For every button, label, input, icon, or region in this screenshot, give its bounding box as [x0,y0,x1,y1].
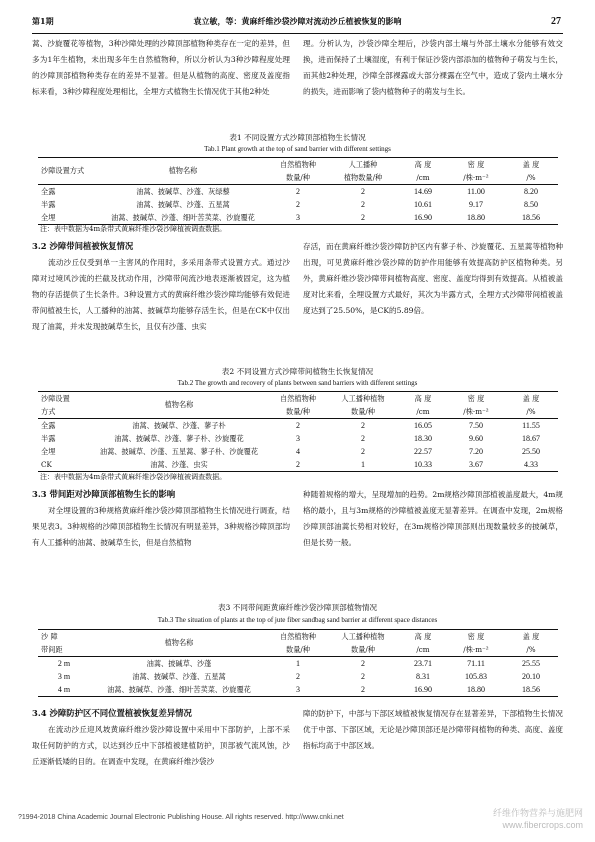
table1-caption-en: Tab.1 Plant growth at the top of sand barrier with different settings [204,145,391,153]
table-cell: 18.56 [504,211,558,225]
table3-col-height: 高 度 [398,630,448,644]
table-cell: 油蒿、披碱草、沙蓬、细叶苦荬菜、沙旋覆花 [98,211,268,225]
table-cell: 8.31 [416,672,430,681]
table-cell: 2 [268,185,328,199]
table-cell: 半露 [41,199,56,209]
section-3-2-title: 3.2 沙障带间植被恢复情况 [32,241,134,251]
table-cell: 16.90 [398,211,448,225]
table3-col-natural-unit: 数量/种 [286,644,310,654]
table3-caption-en: Tab.3 The situation of plants at the top of jute fiber sandbag sand barrier at different space distances [157,616,438,624]
table-cell: 3 [268,683,328,697]
table-row [38,211,558,225]
table-row [38,458,558,472]
table-cell: 2 [328,657,398,671]
table-cell: 2 [268,419,328,433]
table-cell: 16.90 [398,683,448,697]
table-cell: 8.50 [524,200,538,209]
table-cell: 全露 [38,419,90,433]
table2-col-method-2: 方式 [41,406,56,416]
table2-col-height-unit: /cm [416,407,430,416]
table3-col-sown: 人工播种植物 [328,630,398,644]
table-row [38,670,558,683]
table2-header-row [38,392,558,406]
table-cell: 2 [328,683,398,697]
table-cell: 9.60 [469,434,483,443]
table-cell: 20.10 [522,672,540,681]
table-cell: 1 [268,657,328,671]
table-row [38,198,558,211]
table1-col-sown-unit: 植物数量/种 [343,172,383,182]
table-row [38,185,558,199]
table-cell: 油蒿、披碱草、沙蓬、蓼子朴 [90,419,268,433]
table-cell: 18.30 [414,434,432,443]
table-cell: 2 [361,434,365,443]
table2-col-natural: 自然植物种 [268,392,328,406]
table-cell: 105.83 [465,672,487,681]
table2-col-cover: 盖 度 [504,392,558,406]
table2-note: 注：表中数据为4m条带式黄麻纤维沙袋沙障植被调查数据。 [40,473,227,481]
table1-note: 注：表中数据为4m条带式黄麻纤维沙袋沙障植被调查数据。 [40,225,227,233]
table3-header-row [38,630,558,644]
section-3-3-title: 3.3 带间距对沙障顶部植物生长的影响 [32,489,176,499]
table1-col-height: 高 度 [398,158,448,172]
table2-col-density: 密 度 [448,392,504,406]
table-cell: 2 m [38,657,90,671]
table-cell: 4 [296,447,300,456]
table3-col-cover: 盖 度 [504,630,558,644]
table3-col-spacing: 沙 障 [38,630,90,644]
table2-col-plants: 植物名称 [90,392,268,419]
table1-col-cover-unit: /% [526,173,536,182]
table1-col-density-unit: /株·m⁻² [463,172,489,182]
table1-col-sown: 人工播种 [328,158,398,172]
table1-col-height-unit: /cm [416,173,430,182]
table-row [38,657,558,671]
table-cell: 10.61 [414,200,432,209]
table1-col-natural: 自然植物种 [268,158,328,172]
table-cell: 2 [296,200,300,209]
table-cell: 10.33 [398,458,448,472]
table2-col-sown: 人工播种植物 [328,392,398,406]
table-cell: 4.33 [504,458,558,472]
table-cell: 半露 [41,433,56,443]
table-cell: 油蒿、披碱草、沙蓬、蓼子朴、沙旋覆花 [114,433,244,443]
table1-col-natural-unit: 数量/种 [286,172,310,182]
table-cell: 2 [361,447,365,456]
table3-col-spacing-2: 带间距 [41,644,63,654]
table-cell: 1 [328,458,398,472]
table-cell: 18.56 [504,683,558,697]
table-row [38,419,558,433]
issue-number: 第1期 [32,16,54,26]
table-cell: 油蒿、披碱草、沙蓬、灰绿藜 [98,185,268,199]
table-cell: 2 [328,211,398,225]
table-row [38,445,558,458]
table-cell: 2 [361,200,365,209]
table3-col-plants: 植物名称 [90,630,268,657]
table3-caption-cn: 表3 不同带间距黄麻纤维沙袋沙障顶部植物情况 [217,603,378,612]
table1-col-method: 沙障设置方式 [38,158,98,185]
table-cell: 22.57 [414,447,432,456]
table2-caption-cn: 表2 不同设置方式沙障带间植物生长恢复情况 [221,367,374,376]
table2-col-density-unit: /株·m⁻² [463,406,489,416]
table-cell: 11.55 [504,419,558,433]
table2-col-sown-unit: 数量/种 [351,406,375,416]
table-row [38,432,558,445]
table2 [38,391,558,472]
section-3-4-title: 3.4 沙障防护区不同位置植被恢复差异情况 [32,708,192,718]
table-cell: 14.69 [398,185,448,199]
table-cell: 全埋 [38,211,98,225]
table-cell: 4 m [38,683,90,697]
section-3-2-right: 存活，而在黄麻纤维沙袋沙障防护区内有蓼子朴、沙旋覆花、五星蒿等植物种出现，可见黄麻纤维沙袋沙障的防护作用能够有效提高防护区植物种类。另外，黄麻纤维沙袋沙障带间植物高度、密度、盖度均得到有效提高。从植被盖度对比来看，全埋设置方式最好，其次为半露方式，全埋方式沙障带间植被盖度达到了25.50%，是CK的5.89倍。 [303,242,563,315]
table-cell: 3 [268,211,328,225]
copyright-footer: ?1994-2018 China Academic Journal Electronic Publishing House. All rights reserved. http://www.cnki.net [18,814,344,821]
section-3-4-left: 在流动沙丘迎风坡黄麻纤维沙袋沙障设置中采用中下部防护，上部不采取任何防护的方式，以达到沙丘中下部植被建植防护，顶部被气流风蚀，沙丘逐渐低矮的目的。在调查中发现，在黄麻纤维沙袋沙 [32,725,290,766]
table-cell: 3 [296,434,300,443]
table3-col-density: 密 度 [448,630,504,644]
table-cell: 2 [268,458,328,472]
table-cell: 油蒿、披碱草、沙蓬、五星蒿、蓼子朴、沙旋覆花 [99,446,259,456]
table-cell: 油蒿、披碱草、沙蓬、五星蒿 [132,671,226,681]
table3-col-height-unit: /cm [416,645,430,654]
table-cell: 16.05 [398,419,448,433]
header-rule [32,33,563,34]
table1-col-density: 密 度 [448,158,504,172]
table-row [38,683,558,697]
table-cell: 18.67 [522,434,540,443]
watermark-url: www.fibercrops.com [502,820,583,830]
table2-col-method: 沙障设置 [38,392,90,406]
table2-col-cover-unit: /% [526,407,536,416]
table-cell: 25.55 [504,657,558,671]
section-3-4-right: 障的防护下，中部与下部区域植被恢复情况存在显著差异，下部植物生长情况优于中部、下部区域，无论是沙障顶部还是沙障带间植物的种类、高度、盖度指标均高于中部区域。 [303,709,563,750]
table-cell: 2 [328,419,398,433]
table-cell: 25.50 [522,447,540,456]
table-cell: 3.67 [448,458,504,472]
table3-col-cover-unit: /% [526,645,536,654]
page-number: 27 [551,16,561,27]
table-cell: 18.80 [448,211,504,225]
table-cell: 油蒿、披碱草、沙蓬、五星蒿 [136,199,230,209]
table-cell: 7.20 [469,447,483,456]
table-cell: 全埋 [41,446,56,456]
table-cell: 9.17 [469,200,483,209]
table-cell: CK [38,458,90,472]
table3-col-natural: 自然植物种 [268,630,328,644]
table3-col-density-unit: /株·m⁻² [463,644,489,654]
table-cell: 11.00 [448,185,504,199]
table1 [38,157,558,225]
table-cell: 全露 [38,185,98,199]
table-cell: 8.20 [504,185,558,199]
table3 [38,629,558,697]
table-cell: 18.80 [448,683,504,697]
table-cell: 2 [328,185,398,199]
table-cell: 2 [361,672,365,681]
running-title: 袁立敏，等：黄麻纤维沙袋沙障对流动沙丘植被恢复的影响 [193,16,402,26]
body-paragraph-top-right: 理。分析认为，沙袋沙障全埋后，沙袋内部土壤与外部土壤水分能够有效交换，进而保持了土壤湿度，有利于保证沙袋内部添加的植物种子萌发与生长，而其他2种处理，沙障全部裸露或大部分裸露在空气中，造成了袋内土壤水分的损失，进而影响了袋内植物种子的萌发与生长。 [303,39,563,96]
table1-col-plants: 植物名称 [98,158,268,185]
table-cell: 71.11 [448,657,504,671]
watermark-cn: 纤维作物营养与施肥网 [492,808,583,818]
table3-col-sown-unit: 数量/种 [351,644,375,654]
table2-col-natural-unit: 数量/种 [286,406,310,416]
table-cell: 油蒿、沙蓬、虫实 [90,458,268,472]
table-cell: 油蒿、披碱草、沙蓬 [90,657,268,671]
section-3-3-left: 对全埋设置的3种规格黄麻纤维沙袋沙障顶部植物生长情况进行调查，结果见表3。3种规格的沙障顶部植物生长情况有明显差异，3种规格沙障顶部均有人工播种的油蒿、披碱草生长，但是自然植物 [32,506,290,547]
table2-caption-en: Tab.2 The growth and recovery of plants between sand barriers with different settings [177,379,418,387]
table1-col-cover: 盖 度 [504,158,558,172]
body-paragraph-top-left: 蒿、沙旋覆花等植物，3种沙障处理的沙障顶部植物种类存在一定的差异，但多为1年生植物，未出现多年生自然植物种，所以分析认为3种沙障程度处理的沙障顶部植物种类存在的差异不显著。但是从植物的高度、密度及盖度指标来看，3种沙障程度处理相比，全埋方式植物生长情况优于其他2种处 [32,39,290,96]
table-cell: 油蒿、披碱草、沙蓬、细叶苦荬菜、沙旋覆花 [90,683,268,697]
table1-header-row [38,158,558,172]
table2-col-height: 高 度 [398,392,448,406]
table-cell: 7.50 [448,419,504,433]
section-3-2-left: 流动沙丘仅受到单一主害风的作用时，多采用条带式设置方式。通过沙障对过境风沙流的拦截及扰动作用，沙障带间流沙地表逐渐被固定，这为植物的存活提供了生长条件。3种设置方式的黄麻纤维沙袋沙障均能够有效促进带间植被生长，人工播种的油蒿、披碱草均能够存活生长，但是在CK中仅出现了油蒿，并未发现披碱草生长，且仅有沙蓬、虫实 [32,258,290,331]
table1-caption-cn: 表1 不同设置方式沙障顶部植物生长情况 [229,133,366,142]
table-cell: 2 [296,672,300,681]
table-cell: 3 m [57,672,71,681]
section-3-3-right: 种随着规格的增大，呈现增加的趋势。2m规格沙障顶部植被盖度最大，4m规格的最小，且与3m规格的沙障植被盖度无显著差异。在调查中发现，2m规格沙障顶部油蒿长势相对较好，在3m规格沙障顶部则出现数量较多的披碱草，但是长势一般。 [303,490,563,547]
table-cell: 23.71 [398,657,448,671]
